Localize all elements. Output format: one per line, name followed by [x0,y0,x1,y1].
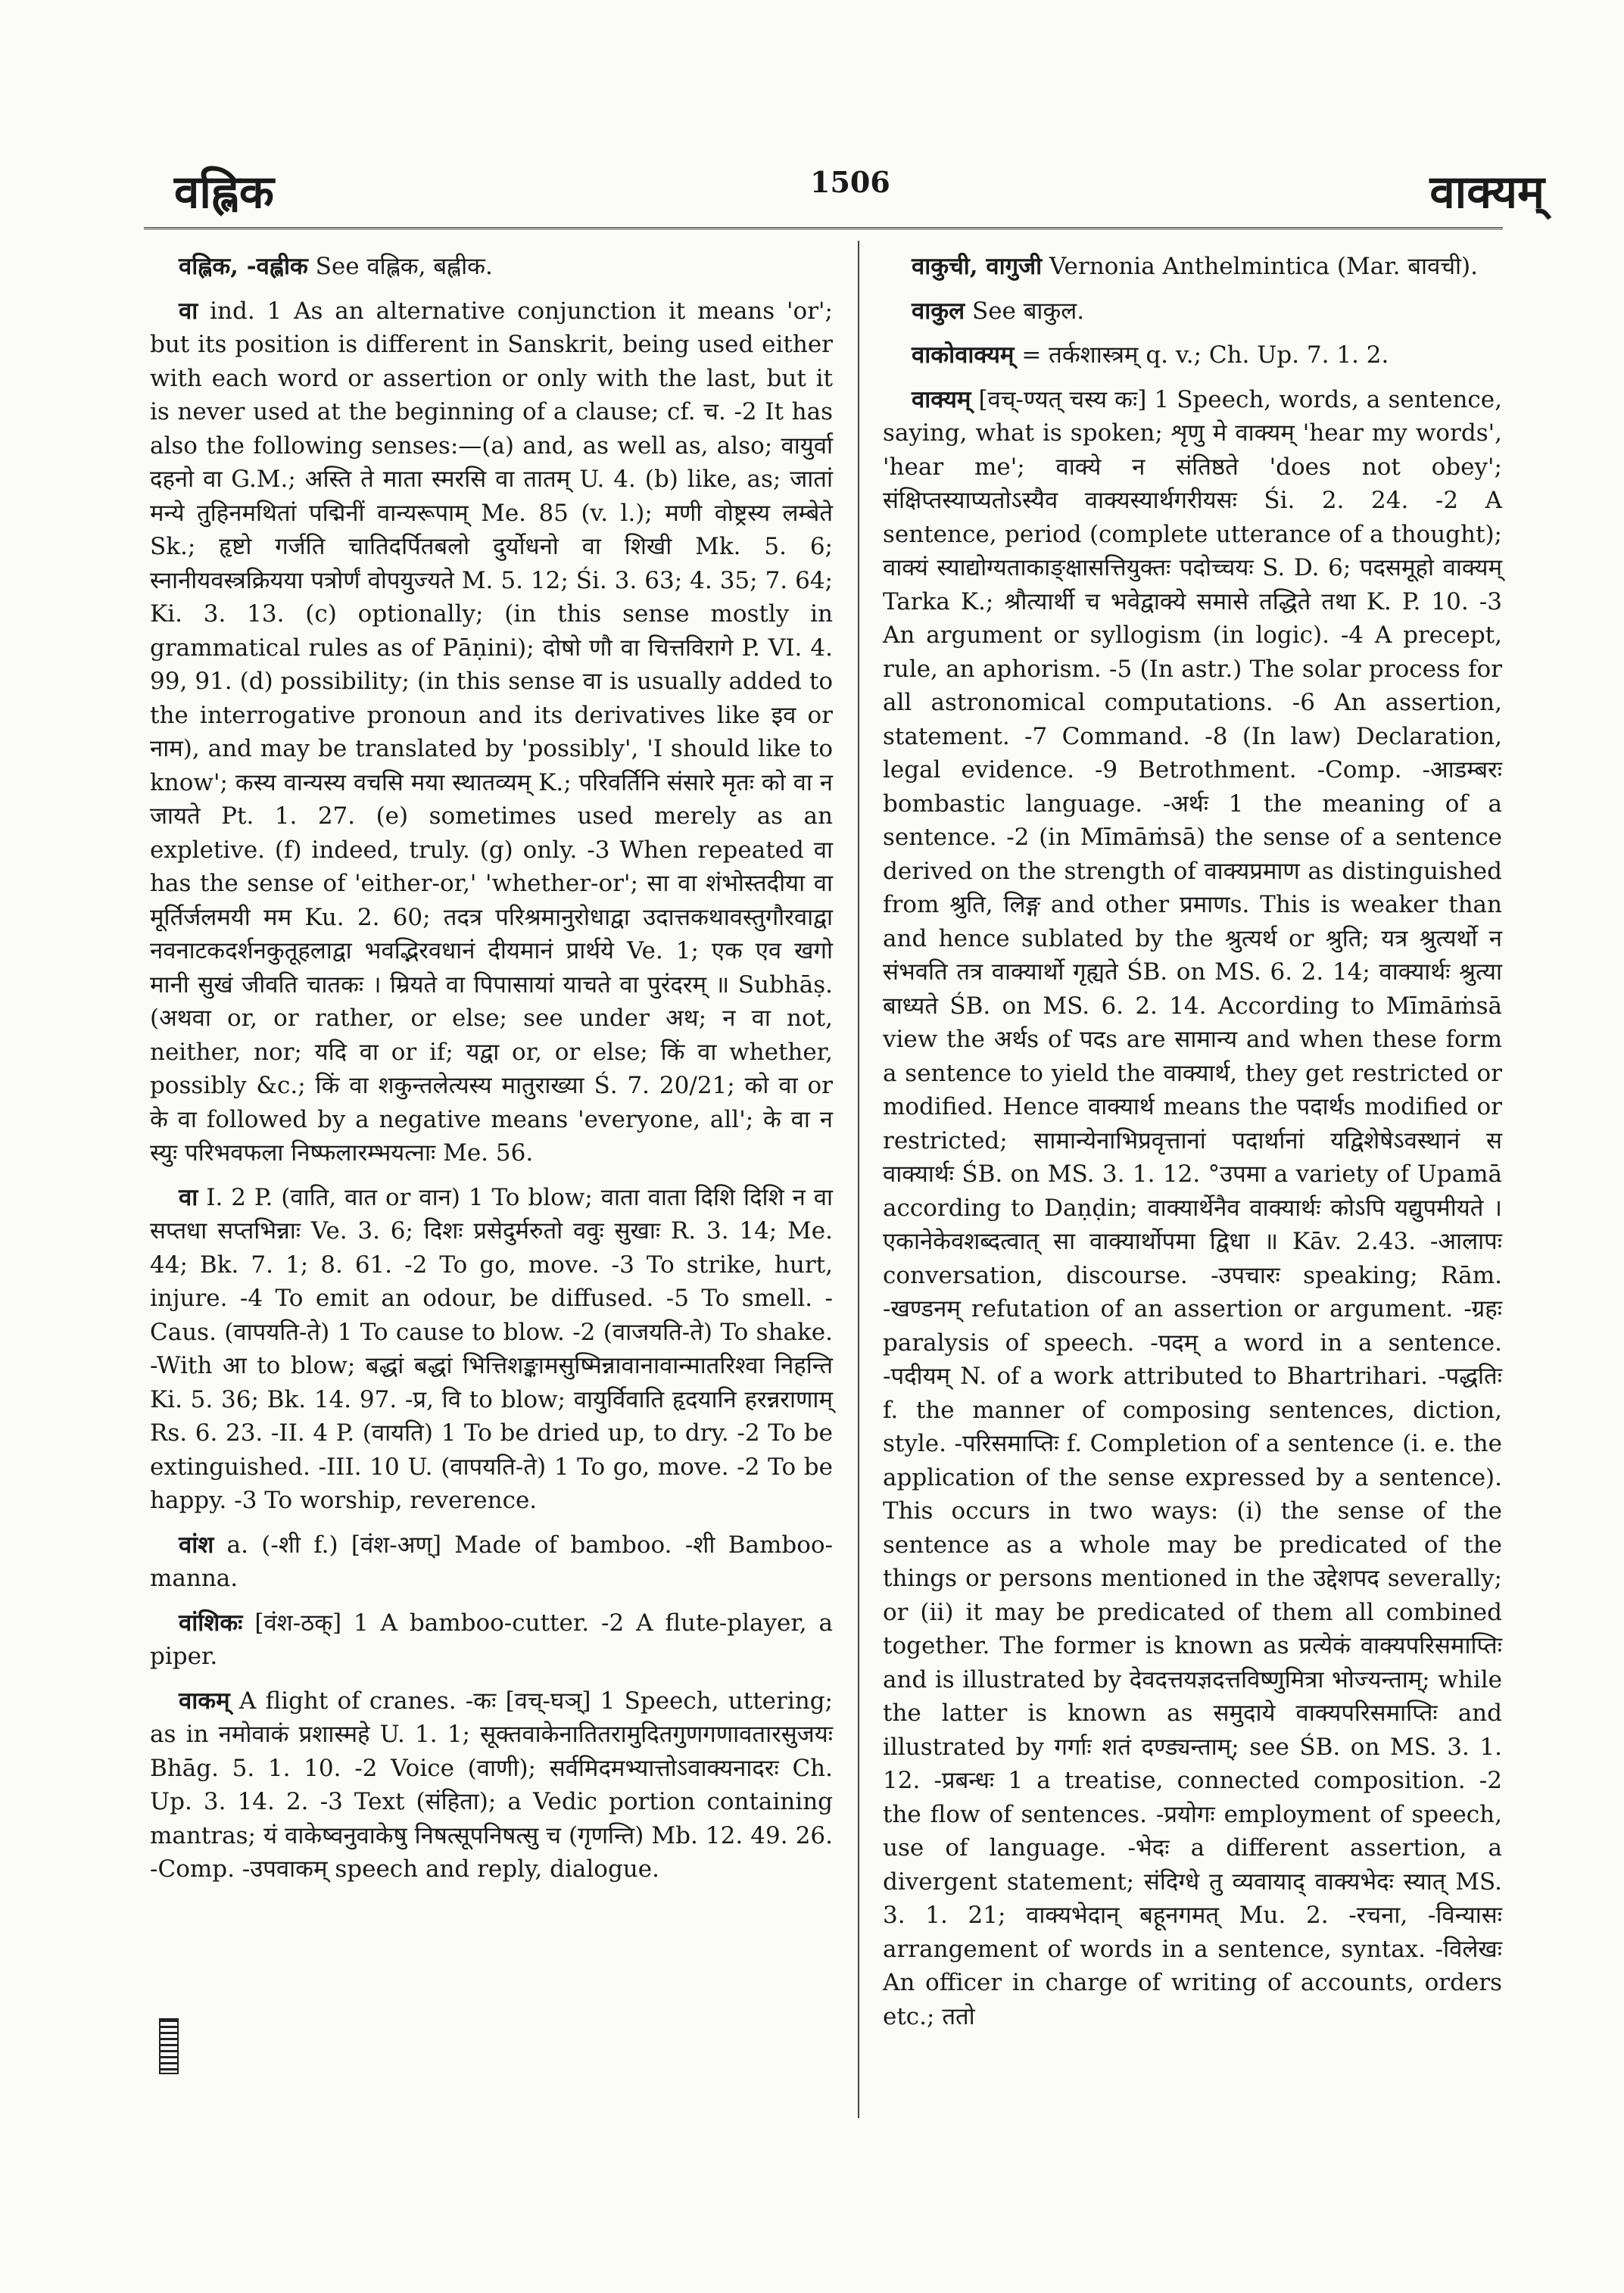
right-column [883,250,1502,2044]
entry-headword: वाकुल [912,297,965,325]
entry-headword: वाक्यम् [912,385,971,413]
entry-body: = तर्कशास्त्रम् q. v.; Ch. Up. 7. 1. 2. [1021,341,1389,369]
thumb-index-marker [159,2018,179,2074]
left-guide-word: वह्लिक [174,166,274,219]
entry-headword: वह्लिक, -वह्लीक [179,253,308,280]
entry-body: A flight of cranes. -कः [वच्-घञ्] 1 Speech, uttering; as in नमोवाकं प्रशास्महे U. 1. 1; सूक्तवाकेनातितरामुदितगुणगणावतारसुजयः Bhāg. 5. 1. 10. -2 Voice (वाणी); सर्वमिदमभ्यात्तोऽवाक्यनादरः Ch. Up. 3. 14. 2. -3 Text (संहिता); a Vedic portion containing mantras; यं वाकेष्वनुवाकेषु निषत्सूपनिषत्सु च (गृणन्ति) Mb. 12. 49. 26. -Comp. -उपवाकम् speech and reply, dialogue. [150,1687,833,1883]
dictionary-entry [150,1606,833,1674]
entry-body: [वच्-ण्यत् चस्य कः] 1 Speech, words, a sentence, saying, what is spoken; शृणु मे वाक्यम् 'hear my words', 'hear me'; वाक्ये न संतिष्ठते 'does not obey'; संक्षिप्तस्याप्यतोऽस्यैव वाक्यस्यार्थगरीयसः Śi. 2. 24. -2 A sentence, period (complete utterance of a thought); वाक्यं स्याद्योग्यताकाङ्क्षासत्तियुक्तः पदोच्चयः S. D. 6; पदसमूहो वाक्यम् Tarka K.; श्रौत्यार्थी च भवेद्वाक्ये समासे तद्धिते तथा K. P. 10. -3 An argument or syllogism (in logic). -4 A precept, rule, an aphorism. -5 (In astr.) The solar process for all astronomical computations. -6 An assertion, statement. -7 Command. -8 (In law) Declaration, legal evidence. -9 Betrothment. -Comp. -आडम्बरः bombastic language. -अर्थः 1 the meaning of a sentence. -2 (in Mīmāṁsā) the sense of a sentence derived on the strength of वाक्यप्रमाण as distinguished from श्रुति, लिङ्ग and other प्रमाणs. This is weaker than and hence sublated by the श्रुत्यर्थ or श्रुति; यत्र श्रुत्यर्थो न संभवति तत्र वाक्यार्थो गृह्यते ŚB. on MS. 6. 2. 14; वाक्यार्थः श्रुत्या बाध्यते ŚB. on MS. 6. 2. 14. According to Mīmāṁsā view the अर्थs of पदs are सामान्य and when these form a sentence to yield the वाक्यार्थ, they get restricted or modified. Hence वाक्यार्थ means the पदार्थs modified or restricted; सामान्येनाभिप्रवृत्तानां पदार्थानां यद्विशेषेऽवस्थानं स वाक्यार्थः ŚB. on MS. 3. 1. 12. °उपमा a variety of Upamā according to Daṇḍin; वाक्यार्थेनैव वाक्यार्थः कोऽपि यद्युपमीयते । एकानेकेवशब्दत्वात् सा वाक्यार्थोपमा द्विधा ॥ Kāv. 2.43. -आलापः conversation, discourse. -उपचारः speaking; Rām. -खण्डनम् refutation of an assertion or argument. -ग्रहः paralysis of speech. -पदम् a word in a sentence. -पदीयम् N. of a work attributed to Bhartrihari. -पद्धतिः f. the manner of composing sentences, diction, style. -परिसमाप्तिः f. Completion of a sentence (i. e. the application of the sense expressed by a sentence). This occurs in two ways: (i) the sense of the sentence as a whole may be predicated of the things or persons mentioned in the उद्देशपद severally; or (ii) it may be predicated of them all combined together. The former is known as प्रत्येकं वाक्यपरिसमाप्तिः and is illustrated by देवदत्तयज्ञदत्तविष्णुमित्रा भोज्यन्ताम्; while the latter is known as समुदाये वाक्यपरिसमाप्तिः and illustrated by गर्गाः शतं दण्ड्यन्ताम्; see ŚB. on MS. 3. 1. 12. -प्रबन्धः 1 a treatise, connected composition. -2 the flow of sentences. -प्रयोगः employment of speech, use of language. -भेदः a different assertion, a divergent statement; संदिग्धे तु व्यवायाद् वाक्यभेदः स्यात् MS. 3. 1. 21; वाक्यभेदान् बहूनगमत् Mu. 2. -रचना, -विन्यासः arrangement of words in a sentence, syntax. -विलेखः An officer in charge of writing of accounts, orders etc.; ततो [883,385,1502,2030]
dictionary-entry [150,294,833,1170]
entry-headword: वांशिकः [179,1609,243,1637]
entry-body: [वंश-ठक्] 1 A bamboo-cutter. -2 A flute-player, a piper. [150,1609,833,1670]
entry-headword: वा [179,297,198,325]
page-header [144,159,1624,227]
dictionary-entry [150,1181,833,1518]
dictionary-entry [150,1684,833,1886]
entry-body: a. (-शी f.) [वंश-अण्] Made of bamboo. -शी Bamboo-manna. [150,1531,833,1592]
dictionary-entry [883,250,1502,284]
entry-headword: वांश [179,1531,214,1559]
dictionary-entry [883,383,1502,2034]
right-guide-word: वाक्यम् [1429,166,1545,219]
dictionary-entry [883,294,1502,329]
entry-body: See वह्लिक, बह्लीक. [315,253,493,280]
entry-body: I. 2 P. (वाति, वात or वान) 1 To blow; वाता वाता दिशि दिशि न वा सप्तधा सप्तभिन्नाः Ve. 3. 6; दिशः प्रसेदुर्मरुतो ववुः सुखाः R. 3. 14; Me. 44; Bk. 7. 1; 8. 61. -2 To go, move. -3 To strike, hurt, injure. -4 To emit an odour, be diffused. -5 To smell. -Caus. (वापयति-ते) 1 To cause to blow. -2 (वाजयति-ते) To shake. -With आ to blow; बद्धां बद्धां भित्तिशङ्कामसुष्मिन्नावानावान्मातरिश्वा निहन्ति Ki. 5. 36; Bk. 14. 97. -प्र, वि to blow; वायुर्विवाति हृदयानि हरन्नराणाम् Rs. 6. 23. -II. 4 P. (वायति) 1 To be dried up, to dry. -2 To be extinguished. -III. 10 U. (वापयति-ते) 1 To go, move. -2 To be happy. -3 To worship, reverence. [150,1183,833,1514]
entry-headword: वाकोवाक्यम् [912,341,1015,369]
entry-headword: वाकम् [179,1687,230,1715]
page-number: 1506 [810,165,890,199]
entry-headword: वा [179,1183,198,1211]
dictionary-entry [150,1528,833,1596]
dictionary-entry [150,250,833,284]
entry-body: ind. 1 As an alternative conjunction it means 'or'; but its position is different in Sanskrit, being used either with each word or assertion or only with the last, but it is never used at the beginning of a clause; cf. च. -2 It has also the following senses:—(a) and, as well as, also; वायुर्वा दहनो वा G.M.; अस्ति ते माता स्मरसि वा तातम् U. 4. (b) like, as; जातां मन्ये तुहिनमथितां पद्मिनीं वान्यरूपाम् Me. 85 (v. l.); मणी वोष्ट्रस्य लम्बेते Sk.; हृष्टो गर्जति चातिदर्पितबलो दुर्योधनो वा शिखी Mk. 5. 6; स्नानीयवस्त्रक्रियया पत्रोर्णं वोपयुज्यते M. 5. 12; Śi. 3. 63; 4. 35; 7. 64; Ki. 3. 13. (c) optionally; (in this sense mostly in grammatical rules as of Pāṇini); दोषो णौ वा चित्तविरागे P. VI. 4. 99, 91. (d) possibility; (in this sense वा is usually added to the interrogative pronoun and its derivatives like इव or नाम), and may be translated by 'possibly', 'I should like to know'; कस्य वान्यस्य वचसि मया स्थातव्यम् K.; परिवर्तिनि संसारे मृतः को वा न जायते Pt. 1. 27. (e) sometimes used merely as an expletive. (f) indeed, truly. (g) only. -3 When repeated वा has the sense of 'either-or,' 'whether-or'; सा वा शंभोस्तदीया वा मूर्तिर्जलमयी मम Ku. 2. 60; तदत्र परिश्रमानुरोधाद्वा उदात्तकथावस्तुगौरवाद्वा नवनाटकदर्शनकुतूहलाद्वा भवद्भिरवधानं दीयमानं प्रार्थये Ve. 1; एक एव खगो मानी सुखं जीवति चातकः । म्रियते वा पिपासायां याचते वा पुरंदरम् ॥ Subhāṣ. (अथवा or, or rather, or else; see under अथ; न वा not, neither, nor; यदि वा or if; यद्वा or, or else; किं वा whether, possibly &c.; किं वा शकुन्तलेत्यस्य मातुराख्या Ś. 7. 20/21; को वा or के वा followed by a negative means 'everyone, all'; के वा न स्युः परिभवफला निष्फलारम्भयत्नाः Me. 56. [150,297,833,1167]
dictionary-entry [883,338,1502,372]
header-rule [144,227,1503,229]
entry-headword: वाकुची, वागुजी [912,253,1043,280]
entry-body: See बाकुल. [971,297,1085,325]
column-divider [858,241,859,2118]
left-column [150,250,833,1897]
entry-body: Vernonia Anthelmintica (Mar. बावची). [1049,253,1478,280]
